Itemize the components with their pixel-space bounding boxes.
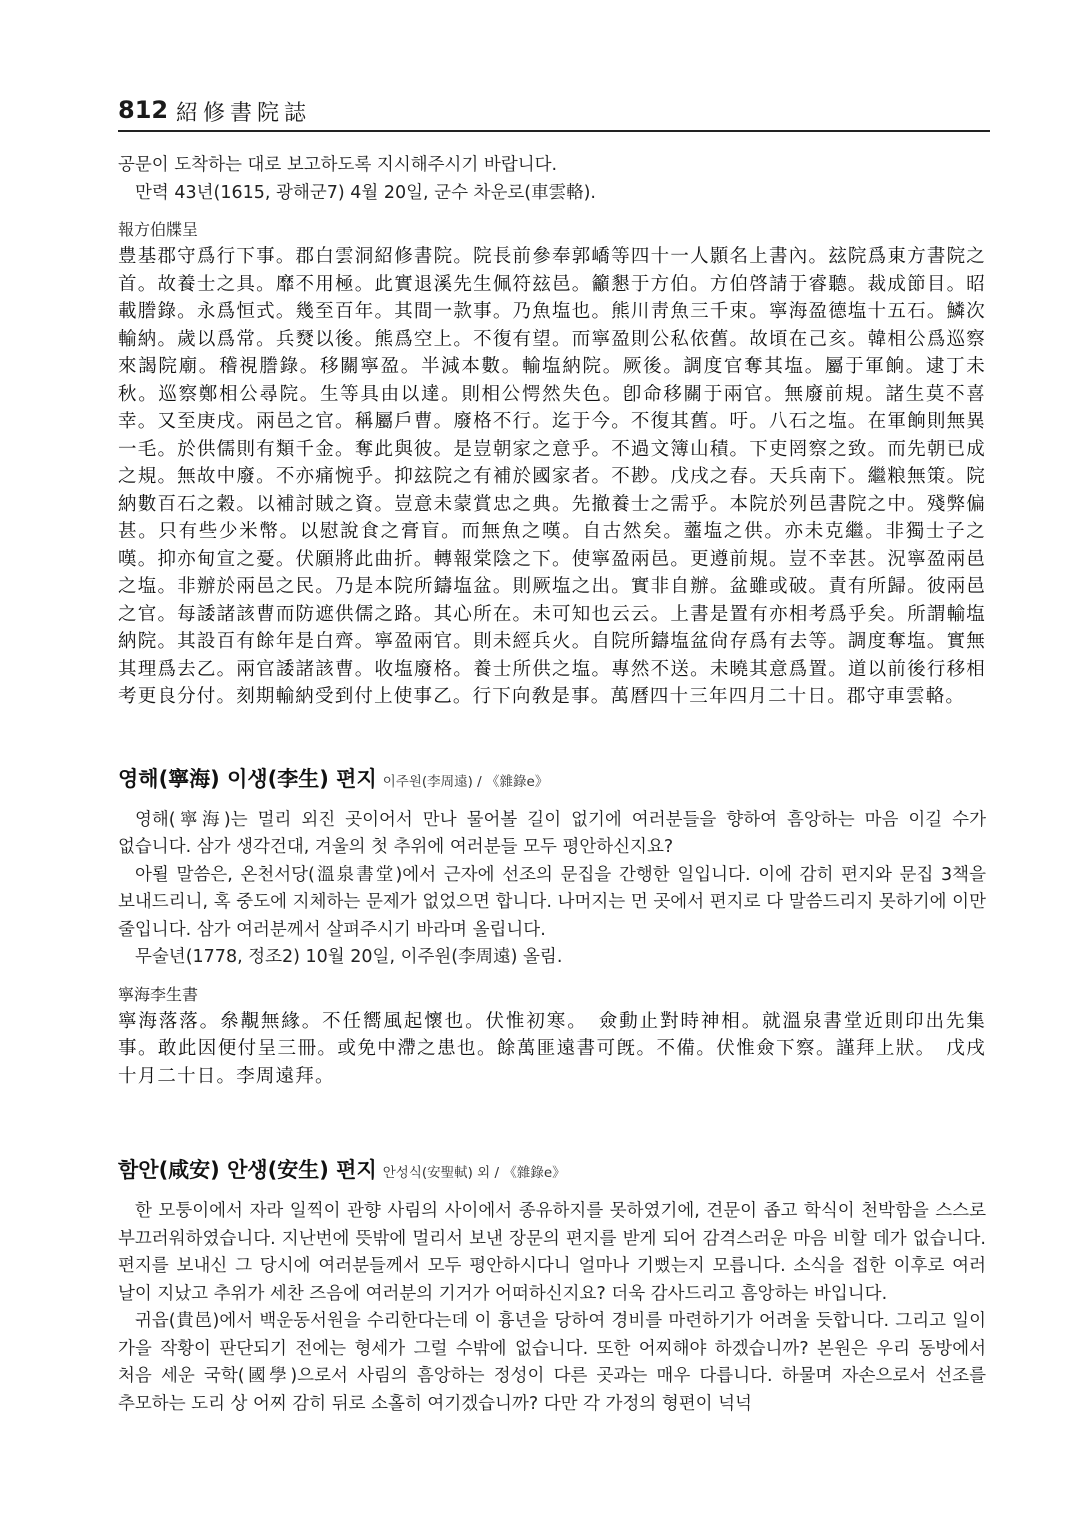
classical-text: 寧海落落。㕘覯無緣。不任嚮風起懷也。伏惟初寒。 僉動止對時神相。就溫泉書堂近則印出先集事。敢此因便付呈三冊。或免中滯之患也。餘萬匪遠書可旣。不備。伏惟僉下察。謹拜上狀。 戊戌十月二十日。李周遠拜。 bbox=[118, 1010, 986, 1087]
korean-signature: 만력 43년(1615, 광해군7) 4월 20일, 군수 차운로(車雲輅). bbox=[135, 182, 596, 203]
section-source: 이주원(李周遠) / 《雜錄e》 bbox=[382, 773, 549, 790]
section-title: 영해(寧海) 이생(李生) 편지 bbox=[118, 766, 377, 791]
section-source: 안성식(安聖軾) 외 / 《雜錄e》 bbox=[382, 1165, 566, 1181]
section-heading bbox=[118, 763, 986, 793]
korean-paragraph: 영해(寧海)는 멀리 외진 곳이어서 만나 물어볼 길이 없기에 여러분들을 향하여 흠앙하는 마음 이길 수가 없습니다. 삼가 생각건대, 겨울의 첫 추위에 여러분들 모두 평안하신지요? bbox=[118, 809, 986, 857]
korean-paragraph: 한 모퉁이에서 자라 일찍이 관향 사림의 사이에서 종유하지를 못하였기에, 견문이 좁고 학식이 천박함을 스스로 부끄러워하였습니다. 지난번에 뜻밖에 멀리서 보낸 장문의 편지를 받게 되어 감격스러운 마음 비할 데가 없습니다. 편지를 보내신 그 당시에 여러분들께서 모두 평안하시다니 얼마나 기뻤는지 모릅니다. 소식을 접한 이후로 여러 날이 지났고 추위가 세찬 즈음에 여러분의 기거가 어떠하신지요? 더욱 감사드리고 흠앙하는 바입니다. bbox=[118, 1201, 986, 1304]
korean-closing-line: 공문이 도착하는 대로 보고하도록 지시해주시기 바랍니다. bbox=[118, 155, 558, 175]
korean-paragraph: 귀읍(貴邑)에서 백운동서원을 수리한다는데 이 흉년을 당하여 경비를 마련하기가 어려울 듯합니다. 그리고 일이 가을 작황이 판단되기 전에는 형세가 그럴 수밖에 없습니다. 또한 어찌해야 하겠습니까? 본원은 우리 동방에서 처음 세운 국학(國學)으로서 사림의 흠앙하는 정성이 다른 곳과는 매우 다릅니다. 하물며 자손으로서 선조를 추모하는 도리 상 어찌 감히 뒤로 소홀히 여기겠습니까? 다만 각 가정의 형편이 넉넉 bbox=[118, 1311, 986, 1414]
classical-title: 報方伯牒呈 bbox=[118, 220, 199, 239]
page-header bbox=[118, 92, 990, 132]
korean-signature: 무술년(1778, 정조2) 10월 20일, 이주원(李周遠) 올림. bbox=[135, 947, 563, 967]
classical-text: 豊基郡守爲行下事。郡白雲洞紹修書院。院長前參奉郭嶠等四十一人顥名上書內。玆院爲東方書院之首。故養士之具。靡不用極。此實退溪先生佩符玆邑。籲懇于方伯。方伯啓請于睿聽。裁成節目。昭載謄錄。永爲恒式。幾至百年。其間一款事。乃魚塩也。熊川靑魚三千束。寧海盈德塩十五石。鱗次輸納。歲以爲常。兵燹以後。熊爲空上。不復有望。而寧盈則公私依舊。故頃在己亥。韓相公爲巡察來謁院廟。稽視謄錄。移關寧盈。半減本數。輸塩納院。厥後。調度官奪其塩。屬于軍餉。逮丁未秋。巡察鄭相公尋院。生等具由以達。則相公愕然失色。卽命移關于兩官。無廢前規。諸生莫不喜幸。又至庚戌。兩邑之官。稱屬戶曹。廢格不行。迄于今。不復其舊。吁。八石之塩。在軍餉則無異一毛。於供儒則有類千金。奪此與彼。是豈朝家之意乎。不過文簿山積。下吏罔察之致。而先朝已成之規。無故中廢。不亦痛惋乎。抑玆院之有補於國家者。不尠。戊戌之春。天兵南下。繼粮無策。院納數百石之穀。以補討賊之資。豈意未蒙賞忠之典。先撤養士之需乎。本院於列邑書院之中。殘弊偏甚。只有些少米幣。以慰說食之膏盲。而無魚之嘆。自古然矣。虀塩之供。亦未克繼。非獨士子之嘆。抑亦甸宣之憂。伏願將此曲折。轉報棠陰之下。使寧盈兩邑。更遵前規。豈不幸甚。況寧盈兩邑之塩。非辦於兩邑之民。乃是本院所鑄塩盆。則厥塩之出。實非自辦。盆雖或破。責有所歸。彼兩邑之官。每諉諸該曹而防遮供儒之路。其心所在。未可知也云云。上書是置有亦相考爲乎矣。所謂輸塩納院。其設百有餘年是白齊。寧盈兩官。則未經兵火。自院所鑄塩盆尙存爲有去等。調度奪塩。實無其理爲去乙。兩官諉諸該曹。收塩廢格。養士所供之塩。專然不送。未曉其意爲置。道以前後行移相考更良分付。刻期輸納受到付上使事乙。行下向敎是事。萬曆四十三年四月二十日。郡守車雲輅。 bbox=[118, 246, 986, 707]
page-number: 812 bbox=[118, 96, 169, 124]
section-title: 함안(咸安) 안생(安生) 편지 bbox=[118, 1158, 377, 1182]
section-heading bbox=[118, 1154, 986, 1184]
book-title: 紹修書院誌 bbox=[176, 101, 312, 126]
classical-title: 寧海李生書 bbox=[118, 984, 199, 1004]
korean-paragraph: 아뢸 말씀은, 온천서당(溫泉書堂)에서 근자에 선조의 문집을 간행한 일입니다. 이에 감히 편지와 문집 3책을 보내드리니, 혹 중도에 지체하는 문제가 없었으면 합니다. 나머지는 먼 곳에서 편지로 다 말씀드리지 못하기에 이만 줄입니다. 삼가 여러분께서 살펴주시기 바라며 올립니다. bbox=[118, 864, 986, 940]
page-body bbox=[118, 152, 986, 1418]
